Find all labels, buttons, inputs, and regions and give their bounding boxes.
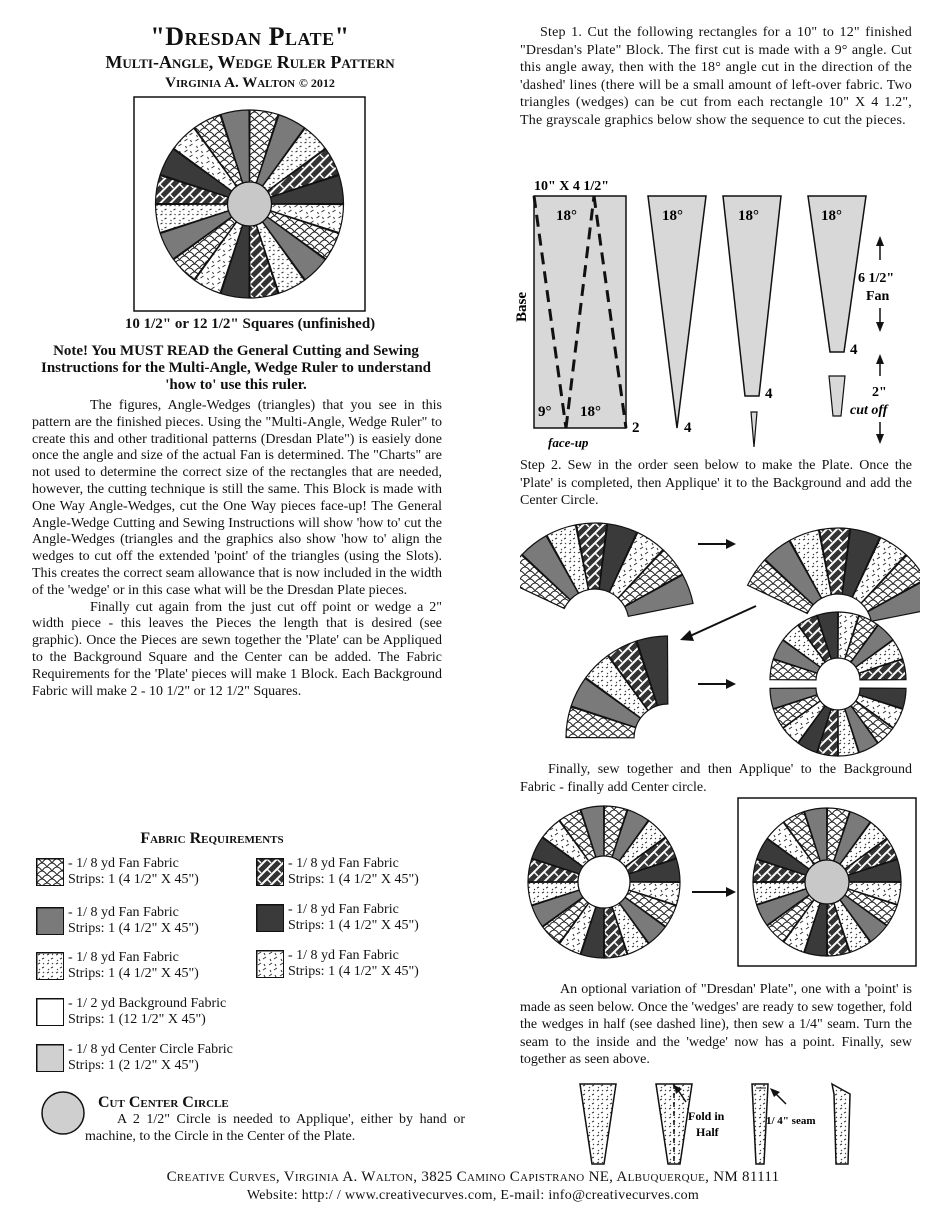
fabric-line2: Strips: 1 (12 1/2" X 45")	[68, 1012, 206, 1027]
fold-label: Fold in	[688, 1109, 725, 1123]
step1-body: Step 1. Cut the following rectangles for a 10" to 12" finished "Dresdan's Plate" Block. The first cut is made with a 9° angle. Cut this angle away, then with the 18° angle cut in the direction of the 'dashed' lines (there will be a small amount of left-over fabric. Two triangles (wedges) can be cut from each rectangle 10" X 4 1.2", The grayscale graphics below show the sequence to cut the pieces.	[520, 25, 912, 128]
footer-address: Creative Curves, Virginia A. Walton, 3825 Camino Capistrano NE, Albuquerque, NM 81111	[166, 1169, 780, 1185]
fabric-line2: Strips: 1 (4 1/2" X 45")	[68, 872, 199, 887]
fan-size-label: 6 1/2"	[858, 271, 895, 286]
rect-size-label: 10" X 4 1/2"	[534, 179, 610, 194]
fabric-swatch-dots-icon	[36, 952, 64, 980]
face-up-label: face-up	[548, 435, 589, 450]
instructions-paragraph-1: The figures, Angle-Wedges (triangles) that you see in this pattern are the finished pieces. Using the "Multi-Angle, Wedge Ruler" to create this and other traditional patterns (Dresdan Plate") is easiely done once the angle and size of the actual Fan is determined. The "Charts" are not used to determine the correct size of the rectangles that are needed, however, the cutting technique is still the same. This Block is made with One Way Angle-Wedges, cut the One Way pieces face-up! The General Angle-Wedge Cutting and Sewing Instructions will show 'how to' cut the Angle-Wedges (triangles and the graphics also show 'how to' align the wedges to cut off the extended 'point' of the triangles (using the Slots). This creates the correct seam allowance that is now included in the width of the 'wedge' or in this case what will be the Dresdan Plate pieces.	[32, 398, 442, 598]
sewing-sequence-diagram	[520, 508, 920, 760]
fabric-swatch-center-circle-icon	[36, 1044, 64, 1072]
step1-text	[520, 24, 912, 129]
fabric-item	[256, 948, 476, 980]
center-circle	[805, 860, 849, 904]
angle-18-label: 18°	[580, 404, 601, 420]
center-circle-heading: Cut Center Circle	[98, 1094, 229, 1111]
fabric-item	[256, 856, 476, 888]
fabric-line1: - 1/ 8 yd Fan Fabric	[288, 948, 399, 963]
fabric-swatch-dark-gray-icon	[256, 904, 284, 932]
fabric-item	[36, 996, 296, 1028]
center-circle-icon	[40, 1090, 86, 1136]
fabric-item	[36, 1042, 306, 1074]
angle-9-label: 9°	[538, 404, 552, 420]
dresden-plate-block-illustration	[133, 96, 366, 312]
angle-18-label: 18°	[738, 208, 759, 224]
page-subtitle: Multi-Angle, Wedge Ruler Pattern	[105, 52, 395, 72]
fabric-line1: - 1/ 8 yd Fan Fabric	[68, 856, 179, 871]
fabric-line1: - 1/ 8 yd Center Circle Fabric	[68, 1042, 233, 1057]
fabric-line1: - 1/ 8 yd Fan Fabric	[68, 905, 179, 920]
fabric-line2: Strips: 1 (4 1/2" X 45")	[68, 966, 199, 981]
fabric-line1: - 1/ 8 yd Fan Fabric	[288, 902, 399, 917]
step2-text	[520, 457, 912, 510]
fabric-swatch-medium-gray-icon	[36, 907, 64, 935]
fabric-line2: Strips: 1 (4 1/2" X 45")	[288, 964, 419, 979]
author-name: Virginia A. Walton	[165, 75, 296, 91]
piece-2-label: 2	[632, 420, 640, 436]
instructions-body	[32, 398, 442, 700]
angle-18-label: 18°	[662, 208, 683, 224]
center-circle	[228, 182, 272, 226]
angle-18-label: 18°	[821, 208, 842, 224]
final-step-body: Finally, sew together and then Applique' to the Background Fabric - finally add Center circle.	[520, 762, 912, 795]
fabric-item	[36, 905, 246, 937]
fabric-line1: - 1/ 2 yd Background Fabric	[68, 996, 227, 1011]
angle-18-label: 18°	[556, 208, 577, 224]
step2-body: Step 2. Sew in the order seen below to make the Plate. Once the 'Plate' is completed, then Applique' it to the Background and add the Center Circle.	[520, 458, 912, 508]
seam-label: 1/ 4" seam	[766, 1115, 816, 1127]
piece-4-label: 4	[684, 420, 692, 436]
base-label: Base	[514, 292, 530, 322]
fabric-swatch-background-icon	[36, 998, 64, 1026]
fabric-swatch-sparse-dots-icon	[256, 950, 284, 978]
fabric-item	[36, 950, 246, 982]
important-note: Note! You MUST READ the General Cutting and Sewing Instructions for the Multi-Angle, Wedge Ruler to understand 'how to' use this ruler.	[40, 343, 431, 393]
cut-off-label: cut off	[850, 403, 888, 418]
pointed-wedge-diagram	[560, 1080, 890, 1166]
author-line	[40, 75, 460, 92]
fabric-item	[36, 856, 246, 888]
piece-4-label: 4	[765, 386, 773, 402]
optional-variation-body: An optional variation of "Dresdan' Plate", one with a 'point' is made as seen below. Once the 'wedges' are ready to sew together, fold the wedges in half (see dashed line), then sew a 1/4" seam. Turn the seam to the inside and the 'wedge' now has a point. Finally, sew together as seen above.	[520, 982, 912, 1067]
cut-size-label: 2"	[872, 385, 887, 400]
fabric-line2: Strips: 1 (4 1/2" X 45")	[288, 872, 419, 887]
page-title: "Dresdan Plate"	[150, 22, 350, 51]
fabric-line1: - 1/ 8 yd Fan Fabric	[288, 856, 399, 871]
final-assembly-diagram	[520, 796, 920, 968]
half-label: Half	[696, 1125, 719, 1139]
fabric-line2: Strips: 1 (4 1/2" X 45")	[68, 921, 199, 936]
fan-label: Fan	[866, 289, 890, 304]
instructions-paragraph-2: Finally cut again from the just cut off point or wedge a 2" width piece - this leaves the Pieces the length that is desired (see graphic). Once the Pieces are sewn together the 'Plate' can be Appliqued to the Background Square and the Center can be added. The Fabric Requirements for the 'Plate' pieces will make 1 Block. Each Background Fabric will make 2 - 10 1/2" or 12 1/2" Squares.	[32, 599, 442, 699]
center-circle-instructions: A 2 1/2" Circle is needed to Applique', either by hand or machine, to the Circle in the Center of the Plate.	[85, 1112, 465, 1144]
block-size-caption: 10 1/2" or 12 1/2" Squares (unfinished)	[124, 316, 376, 332]
fabric-swatch-scale-icon	[36, 858, 64, 886]
fabric-requirements-heading: Fabric Requirements	[140, 830, 284, 847]
piece-4-label: 4	[850, 342, 858, 358]
center-circle	[578, 856, 630, 908]
fabric-item	[256, 902, 476, 934]
cutting-sequence-diagram	[508, 172, 918, 452]
fabric-line2: Strips: 1 (4 1/2" X 45")	[288, 918, 419, 933]
copyright-year: © 2012	[298, 76, 335, 90]
fabric-line2: Strips: 1 (2 1/2" X 45")	[68, 1058, 199, 1073]
fabric-swatch-weave-icon	[256, 858, 284, 886]
final-step-text	[520, 761, 912, 796]
fabric-line1: - 1/ 8 yd Fan Fabric	[68, 950, 179, 965]
optional-variation-text	[520, 981, 912, 1069]
footer-contact: Website: http:/ / www.creativecurves.com, E-mail: info@creativecurves.com	[246, 1188, 700, 1203]
center-circle-text	[85, 1112, 465, 1146]
